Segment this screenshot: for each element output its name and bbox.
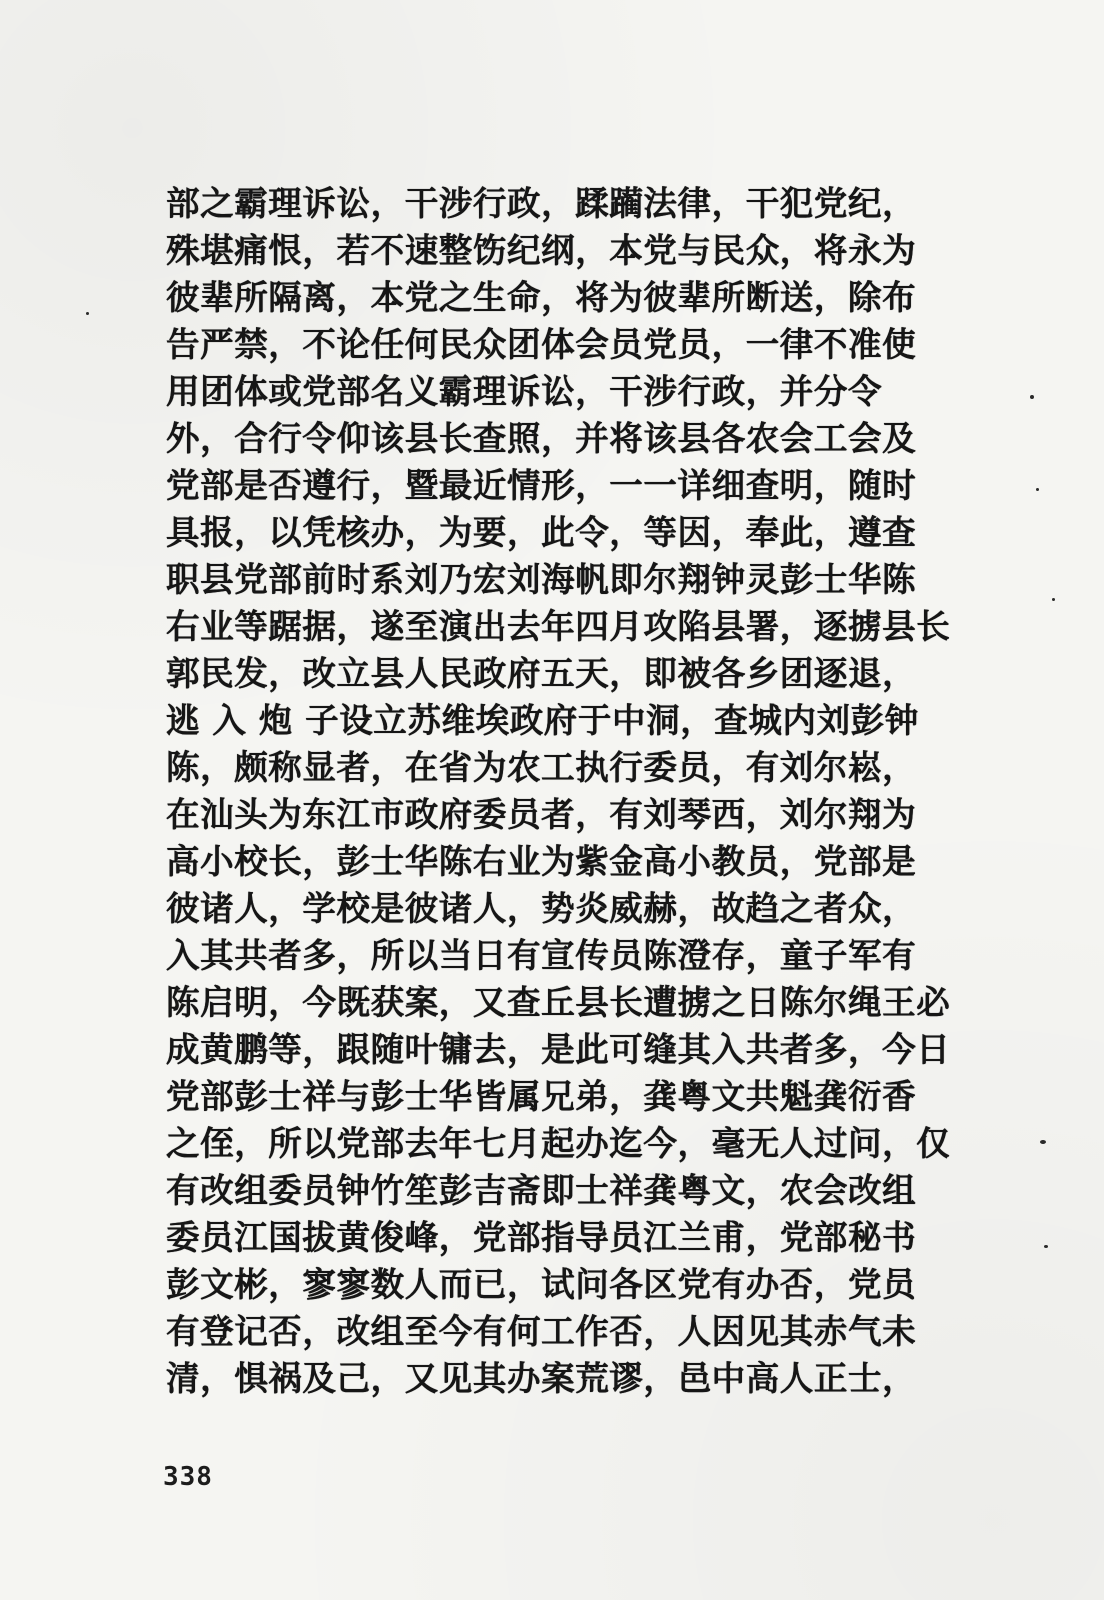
text-line: 有登记否，改组至今有何工作否，人因见其赤气未 <box>166 1312 917 1351</box>
text-line: 高小校长，彭士华陈右业为紫金高小教员，党部是 <box>166 842 917 881</box>
text-line: 殊堪痛恨，若不速整饬纪纲，本党与民众，将永为 <box>166 231 917 270</box>
page-number: 338 <box>163 1462 213 1492</box>
text-line: 部之霸理诉讼，干涉行政，蹂躏法律，干犯党纪， <box>166 184 917 223</box>
text-line: 有改组委员钟竹笙彭吉斋即士祥龚粤文，农会改组 <box>166 1171 917 1210</box>
scan-speck <box>1044 1245 1048 1248</box>
text-line: 告严禁，不论任何民众团体会员党员，一律不准使 <box>166 325 917 364</box>
scan-speck <box>1030 395 1034 399</box>
text-line: 陈，颇称显者，在省为农工执行委员，有刘尔崧， <box>166 748 917 787</box>
text-line: 党部彭士祥与彭士华皆属兄弟，龚粤文共魁龚衍香 <box>166 1077 917 1116</box>
body-text <box>166 180 951 1402</box>
text-line: 清，惧祸及己，又见其办案荒谬，邑中高人正士， <box>166 1359 917 1398</box>
text-line: 委员江国拔黄俊峰，党部指导员江兰甫，党部秘书 <box>166 1218 917 1257</box>
text-line: 在汕头为东江市政府委员者，有刘琴西，刘尔翔为 <box>166 795 917 834</box>
text-line: 彭文彬，寥寥数人而已，试问各区党有办否，党员 <box>166 1265 917 1304</box>
text-line: 陈启明，今既获案，又查丘县长遭掳之日陈尔绳王必 <box>166 983 951 1022</box>
scan-speck <box>86 312 89 315</box>
text-line: 职县党部前时系刘乃宏刘海帆即尔翔钟灵彭士华陈 <box>166 560 917 599</box>
text-line: 用团体或党部名义霸理诉讼，干涉行政，并分令 <box>166 372 883 411</box>
text-line: 外，合行令仰该县长查照，并将该县各农会工会及 <box>166 419 917 458</box>
text-line: 具报，以凭核办，为要，此令，等因，奉此，遵查 <box>166 513 917 552</box>
text-line: 入其共者多，所以当日有宣传员陈澄存，童子军有 <box>166 936 917 975</box>
text-line: 之侄，所以党部去年七月起办迄今，毫无人过问，仅 <box>166 1124 951 1163</box>
text-line: 逃 入 炮 子设立苏维埃政府于中洞，查城内刘彭钟 <box>166 701 919 740</box>
text-line: 彼诸人，学校是彼诸人，势炎威赫，故趋之者众， <box>166 889 917 928</box>
scan-speck <box>1052 598 1055 601</box>
text-line: 成黄鹏等，跟随叶镛去，是此可缝其入共者多，今日 <box>166 1030 951 1069</box>
text-line: 郭民发，改立县人民政府五天，即被各乡团逐退， <box>166 654 917 693</box>
scan-speck <box>1040 1140 1046 1144</box>
scan-speck <box>1036 488 1039 491</box>
text-line: 右业等踞据，遂至演出去年四月攻陷县署，逐掳县长 <box>166 607 951 646</box>
text-line: 党部是否遵行，暨最近情形，一一详细查明，随时 <box>166 466 917 505</box>
text-line: 彼辈所隔离，本党之生命，将为彼辈所断送，除布 <box>166 278 917 317</box>
